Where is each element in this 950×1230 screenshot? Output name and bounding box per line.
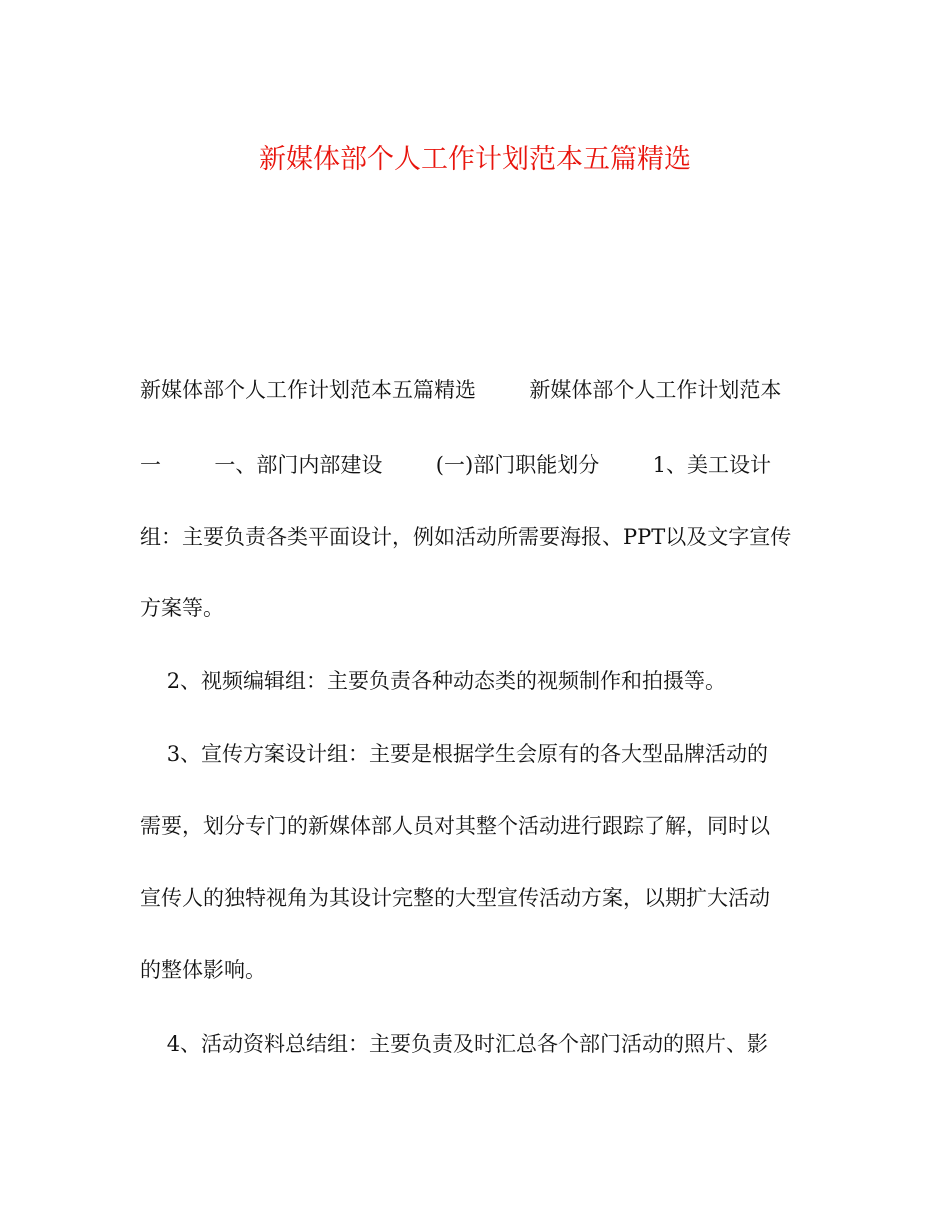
body-line-5: 2、视频编辑组：主要负责各种动态类的视频制作和拍摄等。 bbox=[140, 669, 727, 693]
body-line-3: 组：主要负责各类平面设计，例如活动所需要海报、PPT以及文字宣传 bbox=[140, 525, 792, 549]
body-line-9: 的整体影响。 bbox=[140, 958, 266, 982]
body-line-8: 宣传人的独特视角为其设计完整的大型宣传活动方案，以期扩大活动 bbox=[140, 886, 770, 910]
body-line-4: 方案等。 bbox=[140, 596, 224, 620]
body-line-7: 需要，划分专门的新媒体部人员对其整个活动进行跟踪了解，同时以 bbox=[140, 814, 770, 838]
document-title: 新媒体部个人工作计划范本五篇精选 bbox=[259, 144, 691, 175]
body-line-10: 4、活动资料总结组：主要负责及时汇总各个部门活动的照片、影 bbox=[140, 1032, 769, 1056]
body-line-1: 新媒体部个人工作计划范本五篇精选 新媒体部个人工作计划范本 bbox=[140, 378, 782, 402]
body-line-6: 3、宣传方案设计组：主要是根据学生会原有的各大型品牌活动的 bbox=[140, 742, 769, 766]
body-line-2: 一 一、部门内部建设 (一)部门职能划分 1、美工设计 bbox=[140, 453, 771, 477]
